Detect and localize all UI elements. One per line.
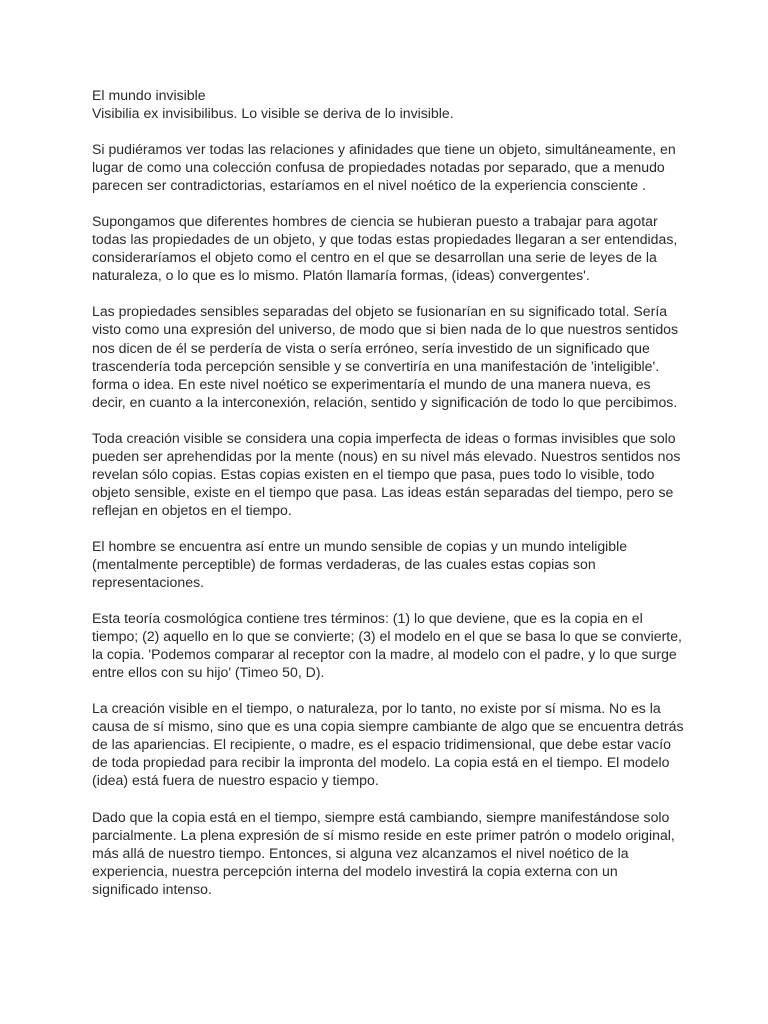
document-title: El mundo invisible xyxy=(92,87,206,103)
paragraph-8: Dado que la copia está en el tiempo, siempre está cambiando, siempre manifestándose solo parcialmente. La plena expresión de sí mismo reside en este primer patrón o modelo original, más allá de nuestro tiempo. Entonces, si alguna vez alcanzamos el nivel noético de la experiencia, nuestra percepción interna del modelo investirá la copia externa con un significado intenso. xyxy=(92,808,675,897)
document-page xyxy=(92,86,684,898)
paragraph-4: Toda creación visible se considera una copia imperfecta de ideas o formas invisibles que solo pueden ser aprehendidas por la mente (nous) en su nivel más elevado. Nuestros sentidos nos revelan sólo copias. Estas copias existen en el tiempo que pasa, pues todo lo visible, todo objeto sensible, existe en el tiempo que pasa. Las ideas están separadas del tiempo, pero se reflejan en objetos en el tiempo. xyxy=(92,429,681,518)
document-subtitle: Visibilia ex invisibilibus. Lo visible se deriva de lo invisible. xyxy=(92,105,454,122)
paragraph-3: Las propiedades sensibles separadas del objeto se fusionarían en su significado total. Sería visto como una expresión del universo, de modo que si bien nada de lo que nuestros sentidos nos dicen de él se perdería de vista o sería erróneo, sería investido de un significado que trascendería toda percepción sensible y se convertiría en una manifestación de 'inteligible'. forma o idea. En este nivel noético se experimentaría el mundo de una manera nueva, es decir, en cuanto a la interconexión, relación, sentido y significación de todo lo que percibimos. xyxy=(92,303,679,410)
paragraph-7: La creación visible en el tiempo, o naturaleza, por lo tanto, no existe por sí misma. No es la causa de sí mismo, sino que es una copia siempre cambiante de algo que se encuentra detrás de las apariencias. El recipiente, o madre, es el espacio tridimensional, que debe estar vacío de toda propiedad para recibir la impronta del modelo. La copia está en el tiempo. El modelo (idea) está fuera de nuestro espacio y tiempo. xyxy=(92,700,684,789)
paragraph-1: Si pudiéramos ver todas las relaciones y afinidades que tiene un objeto, simultáneamente, en lugar de como una colección confusa de propiedades notadas por separado, que a menudo parecen ser contradictorias, estaríamos en el nivel noético de la experiencia consciente . xyxy=(92,141,676,194)
paragraph-2: Supongamos que diferentes hombres de ciencia se hubieran puesto a trabajar para agotar todas las propiedades de un objeto, y que todas estas propiedades llegaran a ser entendidas, consideraríamos el objeto como el centro en el que se desarrollan una serie de leyes de la naturaleza, o lo que es lo mismo. Platón llamaría formas, (ideas) convergentes'. xyxy=(92,213,678,284)
paragraph-5: El hombre se encuentra así entre un mundo sensible de copias y un mundo inteligible (mentalmente perceptible) de formas verdaderas, de las cuales estas copias son representaciones. xyxy=(92,537,628,591)
paragraph-6: Esta teoría cosmológica contiene tres términos: (1) lo que deviene, que es la copia en el tiempo; (2) aquello en lo que se convierte; (3) el modelo en el que se basa lo que se convierte, la copia. 'Podemos comparar al receptor con la madre, al modelo con el padre, y lo que surge entre ellos con su hijo' (Timeo 50, D). xyxy=(92,610,682,681)
